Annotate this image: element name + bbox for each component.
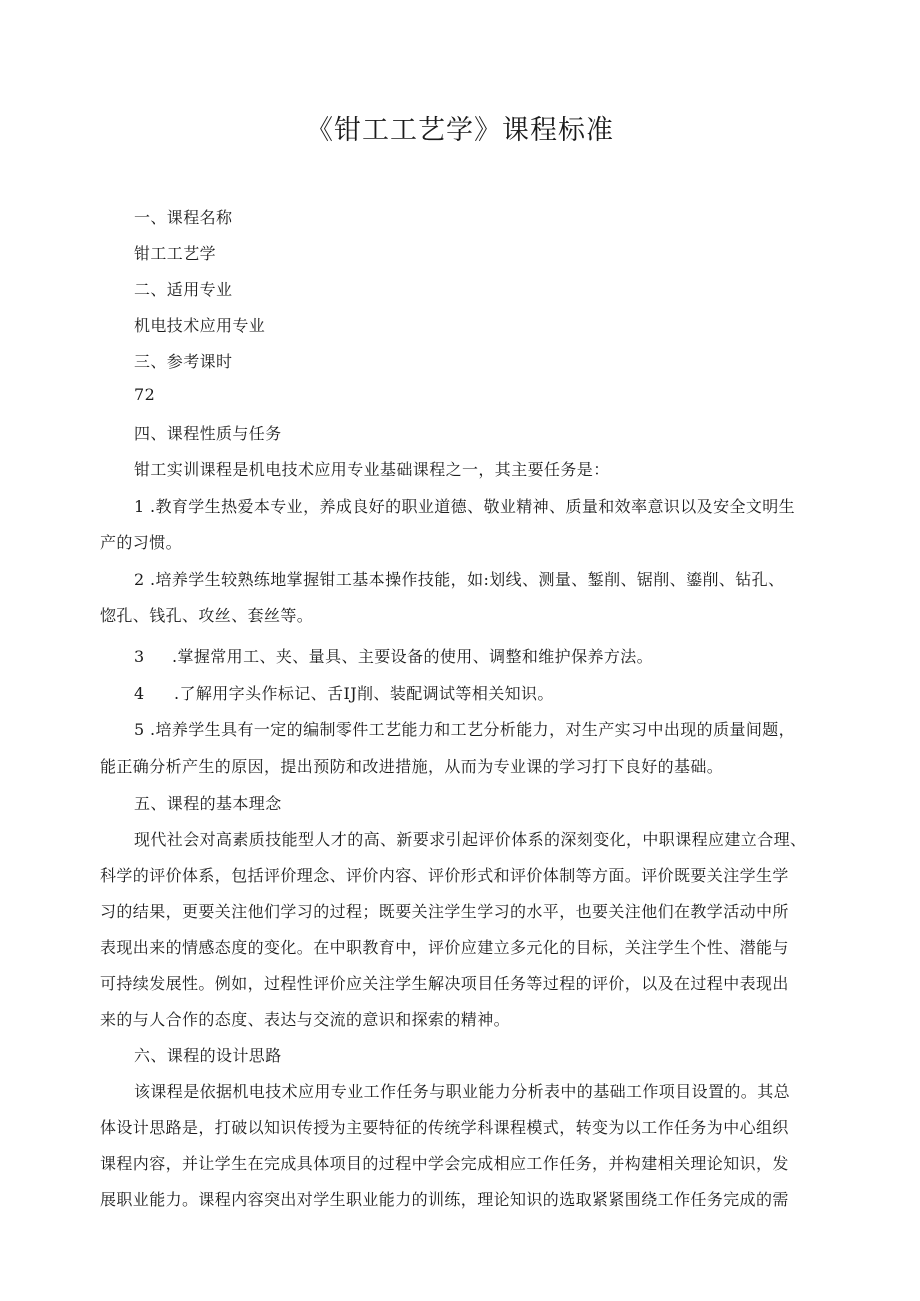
task-text: .培养学生具有一定的编制零件工艺能力和工艺分析能力，对生产实习中出现的质量间题， (150, 720, 796, 739)
task-text: .掌握常用工、夹、量具、主要设备的使用、调整和维护保养方法。 (172, 647, 654, 666)
concept-paragraph-line: 科学的评价体系，包括评价理念、评价内容、评价形式和评价体制等方面。评价既要关注学生学 (100, 866, 789, 885)
concept-paragraph-line: 现代社会对高素质技能型人才的高、新要求引起评价体系的深刻变化，中职课程应建立合理、 (134, 830, 807, 849)
page-title: 《钳工工艺学》课程标准 (306, 115, 614, 146)
task-item-1 (134, 494, 795, 517)
concept-paragraph-line: 习的结果，更要关注他们学习的过程；既要关注学生学习的水平，也要关注他们在教学活动中所 (100, 902, 789, 921)
task-item-5-continuation: 能正确分析产生的原因，提出预防和改进措施，从而为专业课的学习打下良好的基础。 (100, 757, 724, 776)
concept-paragraph-line: 可持续发展性。例如，过程性评价应关注学生解决项目任务等过程的评价，以及在过程中表现出 (100, 974, 789, 993)
section-heading-hours: 三、参考课时 (134, 352, 233, 371)
design-paragraph-line: 展职业能力。课程内容突出对学生职业能力的训练，理论知识的选取紧紧围绕工作任务完成的需 (100, 1190, 789, 1209)
task-number: 2 (134, 570, 145, 589)
design-paragraph-line: 该课程是依据机电技术应用专业工作任务与职业能力分析表中的基础工作项目设置的。其总 (134, 1082, 791, 1101)
task-text: .教育学生热爱本专业，养成良好的职业道德、敬业精神、质量和效率意识以及安全文明生 (150, 497, 796, 516)
task-item-4 (134, 681, 554, 704)
nature-intro: 钳工实训课程是机电技术应用专业基础课程之一，其主要任务是： (134, 460, 610, 479)
major-value: 机电技术应用专业 (134, 316, 266, 335)
design-paragraph-line: 课程内容，并让学生在完成具体项目的过程中学会完成相应工作任务，并构建相关理论知识，发 (100, 1154, 789, 1173)
section-heading-major: 二、适用专业 (134, 280, 233, 299)
task-item-1-continuation: 产的习惯。 (100, 533, 183, 552)
course-name-value: 钳工工艺学 (134, 244, 217, 263)
task-number: 5 (134, 720, 145, 739)
task-item-3 (134, 644, 653, 667)
section-heading-course-name: 一、课程名称 (134, 208, 233, 227)
task-number: 1 (134, 497, 145, 516)
task-text: .培养学生较熟练地掌握钳工基本操作技能，如:划线、测量、錾削、锯削、鎏削、钻孔、 (150, 570, 785, 589)
section-heading-design: 六、课程的设计思路 (134, 1046, 282, 1065)
task-number: 3 (134, 647, 145, 666)
section-heading-nature: 四、课程性质与任务 (134, 424, 282, 443)
task-item-2 (134, 567, 784, 590)
task-number: 4 (134, 684, 145, 703)
section-heading-concept: 五、课程的基本理念 (134, 794, 282, 813)
concept-paragraph-line: 来的与人合作的态度、表达与交流的意识和探索的精神。 (100, 1010, 511, 1029)
task-text: .了解用字头作标记、舌IJ削、装配调试等相关知识。 (174, 684, 554, 703)
task-item-5 (134, 717, 795, 740)
design-paragraph-line: 体设计思路是，打破以知识传授为主要特征的传统学科课程模式，转变为以工作任务为中心组织 (100, 1118, 789, 1137)
hours-value: 72 (134, 385, 156, 404)
task-item-2-continuation: 惚孔、钱孔、攻丝、套丝等。 (100, 606, 314, 625)
concept-paragraph-line: 表现出来的情感态度的变化。在中职教育中，评价应建立多元化的目标，关注学生个性、潜能与 (100, 938, 789, 957)
